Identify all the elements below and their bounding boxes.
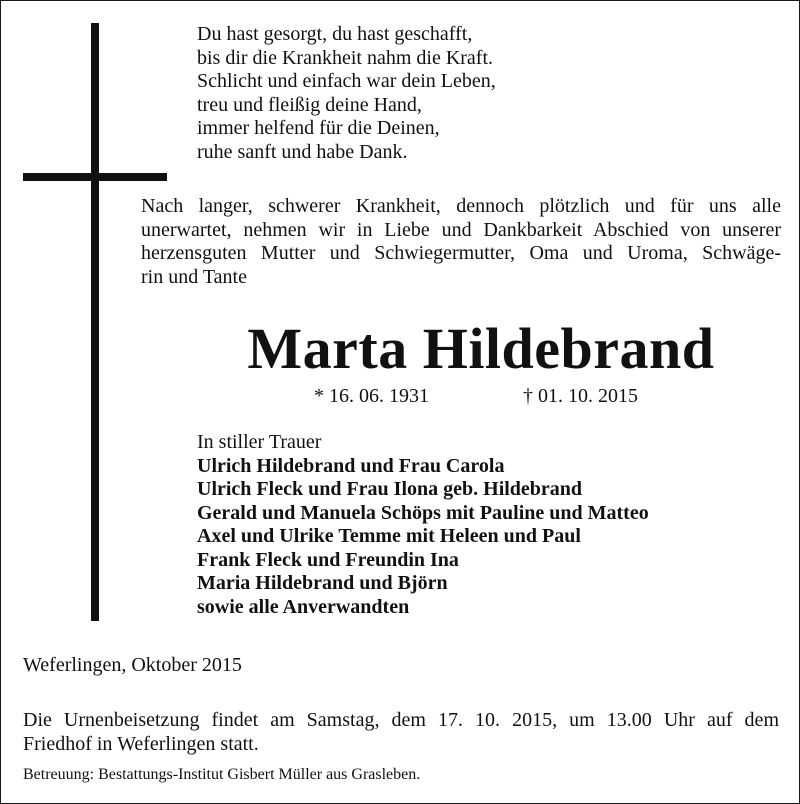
deceased-name: Marta Hildebrand	[247, 316, 715, 381]
place-date: Weferlingen, Oktober 2015	[23, 654, 242, 676]
mourner-entry: Gerald und Manuela Schöps mit Pauline und Matteo	[197, 501, 649, 524]
funeral-care-note: Betreuung: Bestattungs-Institut Gisbert Müller aus Grasleben.	[23, 766, 421, 783]
birth-date: * 16. 06. 1931	[314, 385, 429, 407]
poem-line: bis dir die Krankheit nahm die Kraft.	[197, 46, 494, 69]
mourner-entry: Axel und Ulrike Temme mit Heleen und Paul	[197, 525, 581, 547]
mourner-entry: Ulrich Hildebrand und Frau Carola	[197, 454, 505, 477]
mourner-entry: Ulrich Fleck und Frau Ilona geb. Hildebrand	[197, 478, 583, 500]
intro-line: herzensguten Mutter und Schwiegermutter, Oma und Uroma, Schwäge-	[141, 242, 781, 264]
poem-line: ruhe sanft und habe Dank.	[197, 140, 408, 163]
intro-paragraph	[141, 195, 781, 289]
mourner-entry: sowie alle Anverwandten	[197, 595, 410, 618]
poem-line: immer helfend für die Deinen,	[197, 117, 440, 139]
poem-line: treu und fleißig deine Hand,	[197, 93, 422, 116]
mourner-entry: Frank Fleck und Freundin Ina	[197, 548, 459, 571]
poem	[197, 23, 496, 164]
burial-notice	[23, 709, 779, 756]
intro-line: rin und Tante	[141, 265, 247, 288]
poem-line: Schlicht und einfach war dein Leben,	[197, 70, 496, 92]
mourners-list	[197, 431, 649, 619]
burial-line: Friedhof in Weferlingen statt.	[23, 732, 259, 755]
poem-line: Du hast gesorgt, du hast geschafft,	[197, 23, 473, 45]
death-date: † 01. 10. 2015	[523, 385, 638, 407]
mourner-entry: Maria Hildebrand und Björn	[197, 572, 448, 594]
cross-horizontal-bar	[23, 173, 167, 181]
cross-vertical-bar	[91, 23, 99, 621]
intro-line: Nach langer, schwerer Krankheit, dennoch plötzlich und für uns alle	[141, 195, 781, 217]
mourning-intro: In stiller Trauer	[197, 431, 322, 453]
intro-line: unerwartet, nehmen wir in Liebe und Dankbarkeit Abschied von unserer	[141, 218, 781, 241]
burial-line: Die Urnenbeisetzung findet am Samstag, dem 17. 10. 2015, um 13.00 Uhr auf dem	[23, 709, 779, 731]
